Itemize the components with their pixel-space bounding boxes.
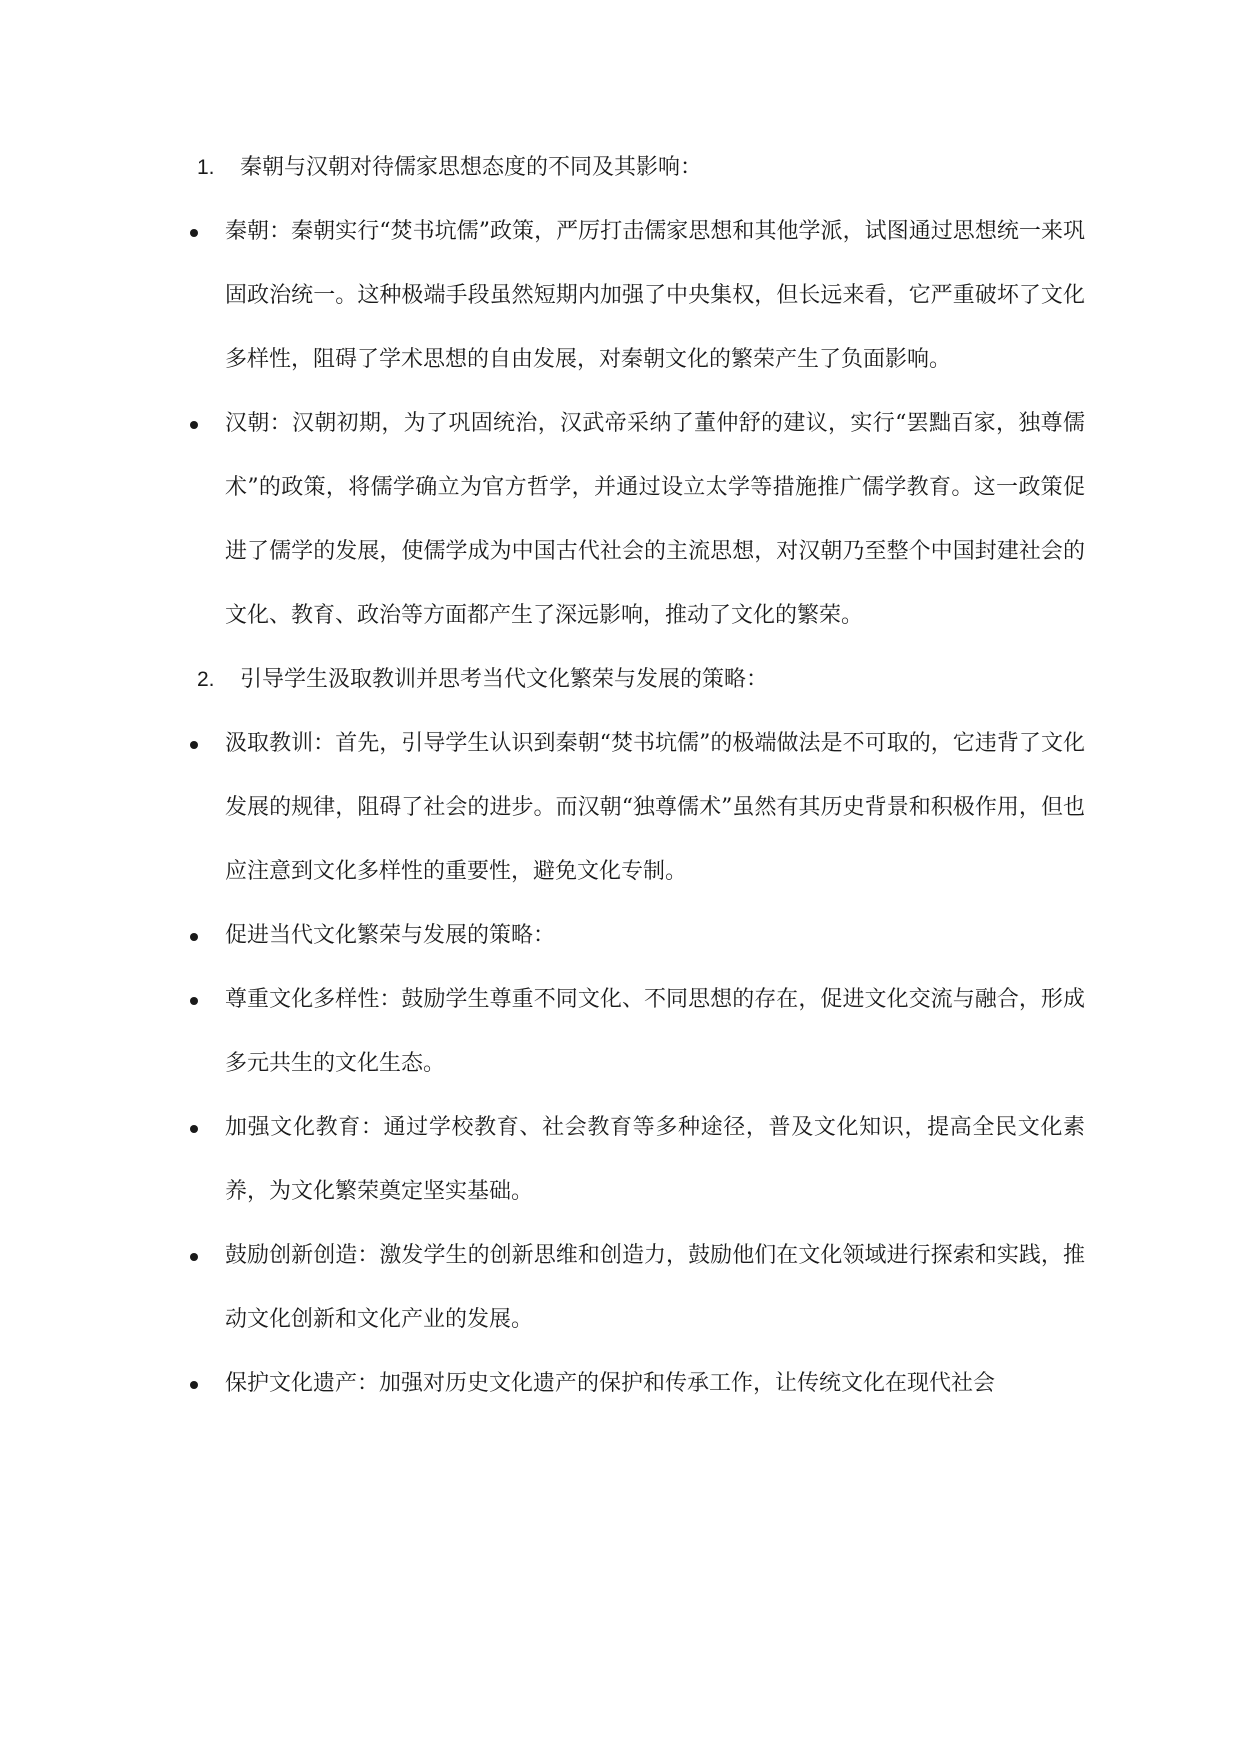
list-item (185, 1352, 1085, 1416)
list-item (185, 1224, 1085, 1352)
list-item-text: 鼓励创新创造：激发学生的创新思维和创造力，鼓励他们在文化领域进行探索和实践，推动文化创新和文化产业的发展。 (225, 1243, 1085, 1332)
list-item-text: 保护文化遗产：加强对历史文化遗产的保护和传承工作，让传统文化在现代社会 (225, 1371, 996, 1396)
list-item-text: 汲取教训：首先，引导学生认识到秦朝“焚书坑儒”的极端做法是不可取的，它违背了文化发展的规律，阻碍了社会的进步。而汉朝“独尊儒术”虽然有其历史背景和积极作用，但也应注意到文化多样性的重要性，避免文化专制。 (225, 731, 1085, 884)
heading-text: 引导学生汲取教训并思考当代文化繁荣与发展的策略： (240, 667, 769, 692)
list-item-text: 促进当代文化繁荣与发展的策略： (225, 923, 556, 948)
bullet-icon (190, 1125, 198, 1133)
list-item (185, 968, 1085, 1096)
heading-text: 秦朝与汉朝对待儒家思想态度的不同及其影响： (240, 155, 703, 180)
list-item-text: 汉朝：汉朝初期，为了巩固统治，汉武帝采纳了董仲舒的建议，实行“罢黜百家，独尊儒术”的政策，将儒学确立为官方哲学，并通过设立太学等措施推广儒学教育。这一政策促进了儒学的发展，使儒学成为中国古代社会的主流思想，对汉朝乃至整个中国封建社会的文化、教育、政治等方面都产生了深远影响，推动了文化的繁荣。 (225, 411, 1085, 628)
bullet-icon (190, 997, 198, 1005)
bullet-icon (190, 1253, 198, 1261)
bullet-icon (190, 1381, 198, 1389)
list-item-text: 加强文化教育：通过学校教育、社会教育等多种途径，普及文化知识，提高全民文化素养，为文化繁荣奠定坚实基础。 (225, 1115, 1085, 1204)
bullet-icon (190, 229, 198, 237)
list-item-text: 尊重文化多样性：鼓励学生尊重不同文化、不同思想的存在，促进文化交流与融合，形成多元共生的文化生态。 (225, 987, 1085, 1076)
numbered-heading-1 (185, 136, 1085, 200)
list-number: 2. (197, 668, 215, 691)
list-item (185, 904, 1085, 968)
bullet-icon (190, 741, 198, 749)
bullet-icon (190, 421, 198, 429)
numbered-heading-2 (185, 648, 1085, 712)
list-item (185, 200, 1085, 392)
list-item-text: 秦朝：秦朝实行“焚书坑儒”政策，严厉打击儒家思想和其他学派，试图通过思想统一来巩固政治统一。这种极端手段虽然短期内加强了中央集权，但长远来看，它严重破坏了文化多样性，阻碍了学术思想的自由发展，对秦朝文化的繁荣产生了负面影响。 (225, 219, 1085, 372)
list-item (185, 392, 1085, 648)
list-item (185, 712, 1085, 904)
bullet-icon (190, 933, 198, 941)
list-number: 1. (197, 156, 215, 179)
document-body (185, 136, 1085, 1416)
list-item (185, 1096, 1085, 1224)
